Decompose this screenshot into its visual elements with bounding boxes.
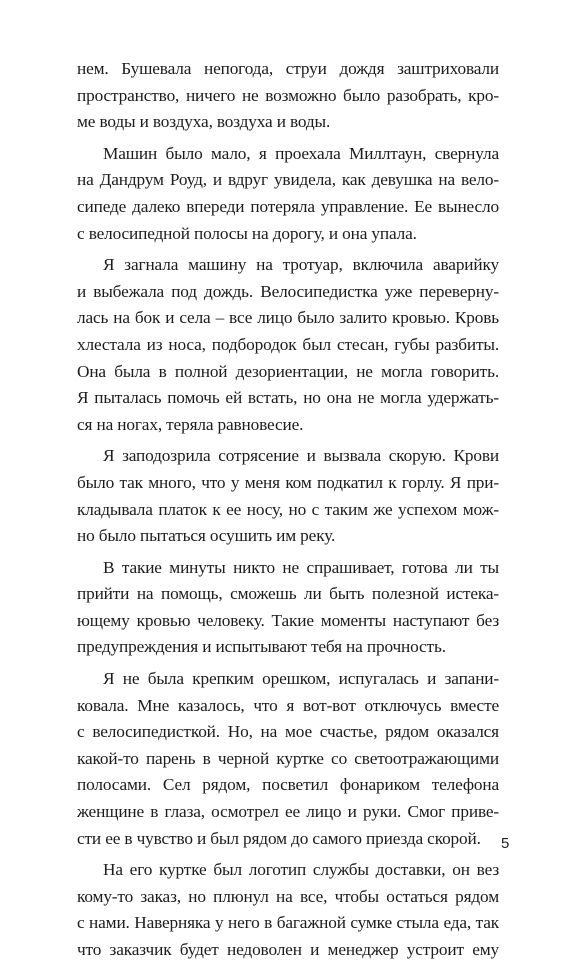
text-line: Она была в полной дезориентации, не могла говорить. bbox=[77, 361, 499, 381]
text-line: лась на бок и села – все лицо было залито кровью. Кровь bbox=[77, 308, 499, 328]
text-line: какой-то парень в черной куртке со светоотражающими bbox=[77, 748, 499, 768]
text-line: с нами. Наверняка у него в багажной сумке стыла еда, так bbox=[77, 913, 499, 933]
page-body-text bbox=[77, 56, 499, 964]
text-line: В такие минуты никто не спрашивает, готова ли ты bbox=[103, 557, 499, 577]
text-line: Я пыталась помочь ей встать, но она не могла удержать- bbox=[77, 388, 499, 408]
text-line: хлестала из носа, подбородок был стесан, губы разбиты. bbox=[77, 334, 499, 354]
text-line: было так много, что у меня ком подкатил к горлу. Я при- bbox=[77, 472, 499, 492]
text-line: с велосипедисткой. Но, на мое счастье, рядом оказался bbox=[77, 722, 499, 742]
text-line: сипеде далеко впереди потеряла управление. Ее вынесло bbox=[77, 196, 499, 216]
text-line: и выбежала под дождь. Велосипедистка уже перевернy- bbox=[77, 281, 499, 301]
text-line: ющему кровью человеку. Такие моменты наступают без bbox=[77, 610, 499, 630]
text-line: но было пытаться осушить им реку. bbox=[77, 526, 336, 546]
text-line: что заказчик будет недоволен и менеджер устроит ему bbox=[77, 940, 499, 959]
text-line: с велосипедной полосы на дорогу, и она упала. bbox=[77, 223, 417, 243]
text-line: Я не была крепким орешком, испугалась и запани- bbox=[103, 669, 499, 689]
text-line: прийти на помощь, сможешь ли быть полезной истека- bbox=[77, 584, 499, 604]
text-line: На его куртке был логотип службы доставки, он вез bbox=[103, 860, 499, 880]
text-line: Я загнала машину на тротуар, включила аварийку bbox=[103, 255, 499, 275]
text-line: женщине в глаза, осмотрел ее лицо и руки. Смог приве- bbox=[77, 802, 499, 822]
text-line: ме воды и воздуха, воздуха и воды. bbox=[77, 112, 331, 132]
text-line: пространство, ничего не возможно было разобрать, кро- bbox=[77, 85, 499, 105]
text-line: ся на ногах, теряла равновесие. bbox=[77, 414, 304, 434]
text-line: предупреждения и испытывают тебя на прочность. bbox=[77, 637, 446, 657]
text-line: ковала. Мне казалось, что я вот-вот отключусь вместе bbox=[77, 695, 499, 715]
text-line: Я заподозрила сотрясение и вызвала скорую. Крови bbox=[103, 446, 499, 466]
text-line: нем. Бушевала непогода, струи дождя заштриховали bbox=[77, 59, 499, 78]
text-line: сти ее в чувство и был рядом до самого приезда скорой. bbox=[77, 828, 481, 848]
text-line: кому-то заказ, но плюнул на все, чтобы остаться рядом bbox=[77, 886, 499, 906]
text-line: Машин было мало, я проехала Миллтаун, свернула bbox=[103, 143, 499, 163]
text-line: полосами. Сел рядом, посветил фонариком телефона bbox=[77, 775, 499, 795]
text-line: на Дандрум Роуд, и вдруг увидела, как девушка на вело- bbox=[77, 170, 499, 190]
text-line: кладывала платок к ее носу, но с таким же успехом мож- bbox=[77, 499, 499, 519]
page-number: 5 bbox=[501, 835, 510, 852]
